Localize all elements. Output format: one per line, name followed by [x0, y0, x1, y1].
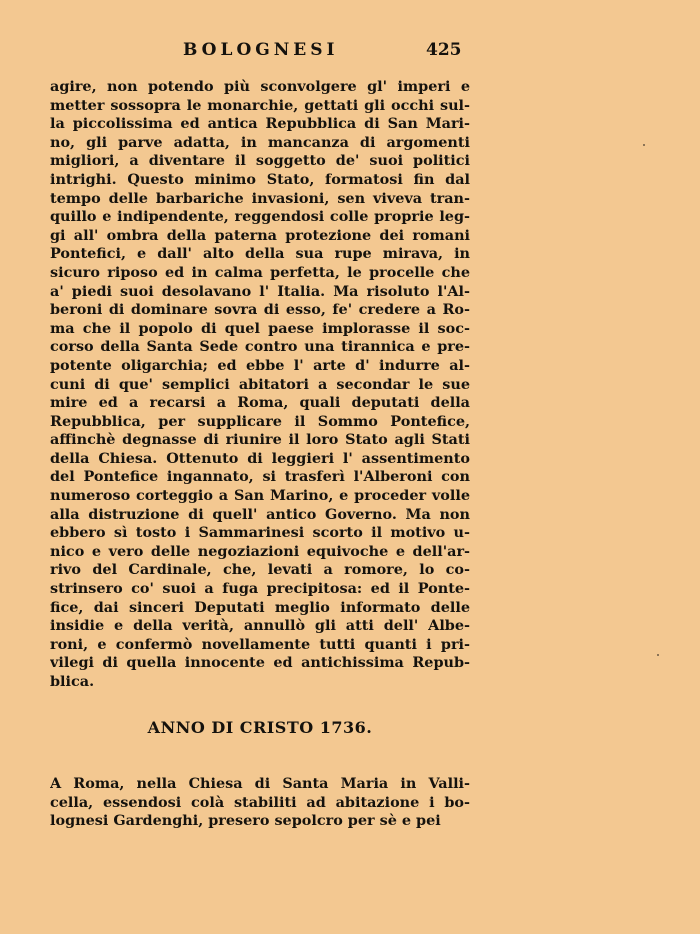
text-line: cuni di que' semplici abitatori a secondar le sue: [50, 375, 470, 393]
text-line: no, gli parve adatta, in mancanza di argomenti: [50, 133, 470, 151]
text-line: numeroso corteggio a San Marino, e proceder volle: [50, 487, 470, 505]
paper-speck: [643, 144, 645, 146]
running-title: BOLOGNESI: [183, 40, 339, 60]
text-line: della Chiesa. Ottenuto di leggieri l' assentimento: [50, 449, 470, 467]
text-line: roni, e confermò novellamente tutti quanti i pri-: [50, 635, 470, 653]
text-line: a' piedi suoi desolavano l' Italia. Ma risoluto l'Al-: [50, 282, 470, 300]
text-line: agire, non potendo più sconvolgere gl' imperi e: [50, 78, 470, 95]
text-line: corso della Santa Sede contro una tirannica e pre-: [50, 338, 470, 356]
running-head: [50, 40, 470, 64]
text-line: gi all' ombra della paterna protezione dei romani: [50, 226, 470, 244]
text-line: beroni di dominare sovra di esso, fe' credere a Ro-: [50, 301, 470, 319]
text-line: blica.: [50, 673, 95, 690]
text-line: A Roma, nella Chiesa di Santa Maria in Valli-: [50, 775, 470, 792]
paragraph-1: [50, 78, 470, 692]
section-heading: ANNO DI CRISTO 1736.: [147, 718, 373, 737]
text-line: alla distruzione di quell' antico Governo. Ma non: [50, 505, 470, 523]
text-line: metter sossopra le monarchie, gettati gli occhi sul-: [50, 96, 470, 114]
text-line: vilegi di quella innocente ed antichissima Repub-: [50, 654, 470, 672]
text-line: sicuro riposo ed in calma perfetta, le procelle che: [50, 263, 470, 281]
text-line: quillo e indipendente, reggendosi colle proprie leg-: [50, 208, 470, 226]
text-line: tempo delle barbariche invasioni, sen viveva tran-: [50, 189, 470, 207]
paper-speck: [657, 654, 659, 656]
paragraph-2: [50, 775, 470, 831]
text-line: Pontefici, e dall' alto della sua rupe mirava, in: [50, 245, 470, 263]
page-number: 425: [426, 40, 462, 60]
text-line: insidie e della verità, annullò gli atti dell' Albe-: [50, 617, 470, 635]
text-line: lognesi Gardenghi, presero sepolcro per sè e pei: [50, 812, 441, 830]
text-line: mire ed a recarsi a Roma, quali deputati della: [50, 394, 470, 412]
text-line: affinchè degnasse di riunire il loro Stato agli Stati: [50, 431, 470, 449]
text-line: nico e vero delle negoziazioni equivoche e dell'ar-: [50, 542, 470, 560]
text-line: Repubblica, per supplicare il Sommo Pontefice,: [50, 412, 470, 430]
text-line: cella, essendosi colà stabiliti ad abitazione i bo-: [50, 793, 470, 811]
text-line: ma che il popolo di quel paese implorasse il soc-: [50, 319, 470, 337]
text-line: rivo del Cardinale, che, levati a romore, lo co-: [50, 561, 470, 579]
text-line: intrighi. Questo minimo Stato, formatosi fin dal: [50, 170, 470, 188]
text-line: del Pontefice ingannato, si trasferì l'Alberoni con: [50, 468, 470, 486]
text-line: fice, dai sinceri Deputati meglio informato delle: [50, 598, 470, 616]
text-line: strinsero co' suoi a fuga precipitosa: ed il Ponte-: [50, 580, 470, 598]
text-line: migliori, a diventare il soggetto de' suoi politici: [50, 152, 470, 170]
text-line: potente oligarchia; ed ebbe l' arte d' indurre al-: [50, 356, 470, 374]
text-line: ebbero sì tosto i Sammarinesi scorto il motivo u-: [50, 524, 470, 542]
text-line: la piccolissima ed antica Repubblica di San Mari-: [50, 115, 470, 133]
